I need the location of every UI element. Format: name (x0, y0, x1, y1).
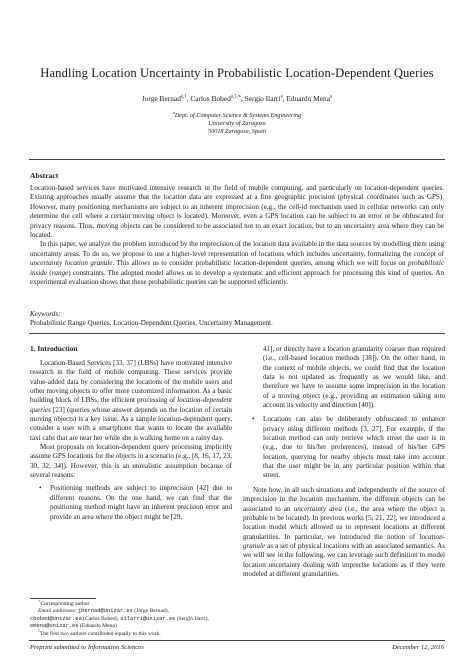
intro-paragraph-3: Note how, in all such situations and independently of the source of imprecision in the location mechanism, the different objects can be associated to an uncertainty area (i.e., the area where the object is probable to be located). In previous works [5, 21, 22], we introduced a location model which allowed us to represent locations at different granularities. In particular, we introduced the notion of location-granule as a set of physical locations with an associated semantics. As we will see in the following, we can leverage such definition to model location uncertainty dealing with imprecise locations as if they were modeled at different granularities. (243, 485, 446, 578)
email-link-bobed[interactable]: cbobed@unizar.es (30, 615, 82, 622)
keywords-heading: Keywords: (30, 310, 61, 318)
footer-date: December 12, 2016 (392, 644, 444, 651)
email-link-ilarri[interactable]: silarri@unizar.es (120, 615, 176, 622)
affiliation: $^a$Dept. of Computer Science & Systems Engineering University of Zaragoza 50018 Zaragoza, Spain (172, 109, 302, 135)
author-first: Jorge Bernad (141, 94, 181, 103)
email-link-bernad[interactable]: jbernad@unizar.es (77, 608, 133, 615)
footnote-equal-contribution: $^1$The first two authors contributed equally to this work. (38, 628, 161, 637)
section-heading-introduction: 1. Introduction (30, 344, 78, 353)
bullet-item-obfuscation: • Locations can also be deliberately obfuscated to enhance privacy using different methods [3, 27]. For example, if the location method can only retrieve which street the user is in (e.g., due to his/her preferences), instead of his/her GPS location, querying for nearby objects must take into account that the user might be in any particular position within that street. (252, 415, 445, 480)
bullet-icon: • (39, 484, 42, 493)
footer-preprint-note: Preprint submitted to Information Sciences (30, 644, 144, 651)
right-column (243, 345, 445, 579)
header-rule (29, 159, 445, 160)
intro-paragraph-2: Most proposals on location-dependent query processing implicitly assume GPS locations for the objects in a scenario (e.g., [8, 16, 17, 23, 30, 32, 34]). However, this is an unrealistic assumption because of several reasons: (30, 443, 232, 480)
abstract-rule (29, 333, 445, 334)
author-sup: a,1 (180, 94, 187, 100)
abstract-paragraph-2: In this paper, we analyze the problem introduced by the imprecision of the location data available in the data sources by modelling them using uncertainty areas. To do so, we propose to use a higher-level representation of locations which includes uncertainty, formalizing the concept of uncertainty location granule. This allows us to consider probabilistic location-dependent queries, among which we will focus on probabilistic inside (range) constraints. The adopted model allows us to develop a systematic and efficient approach for processing this kind of queries. An experimental evaluation shows that these probabilistic queries can be supported efficiently. (30, 240, 445, 287)
author-list: Jorge Bernad$^{a,1}$, Carlos Bobed$^{a,1,∗}$, Sergio Ilarri$^a$, Eduardo Mena$^a$ (141, 94, 333, 103)
bullet-item-imprecision: • Positioning methods are subject to imprecision [42] due to different reasons. On the one hand, we can find that the positioning method might have an inherent precision error and provide an area where the object might be [29, (39, 484, 232, 521)
abstract-heading: Abstract (30, 171, 59, 180)
email-link-mena[interactable]: emena@unizar.es (30, 623, 79, 630)
paper-title: Handling Location Uncertainty in Probabilistic Location-Dependent Queries (40, 66, 434, 80)
left-column (30, 359, 232, 522)
footer-rule (29, 640, 445, 641)
intro-paragraph-1: Location-Based Services [33, 37] (LBSs) have motivated intensive research in the field of mobile computing. These services provide value-added data by considering the locations of the mobile users and other moving objects to offer more customized information. As a basic building block of LBSs, the efficient processing of location-dependent queries [23] (queries whose answer depends on the location of certain moving objects) is a key issue. As a sample location-dependent query, consider a user with a smartphone that wants to locate the available taxi cabs that are near her while she is walking home on a rainy day. (30, 359, 232, 442)
footnote-emails: Email addresses: jbernad@unizar.es (Jorge Bernad), (38, 608, 169, 615)
abstract-paragraph-1: Location-based services have motivated intensive research in the field of mobile computing, and particularly on location-dependent queries. Existing approaches usually assume that the location data are expressed at a fine geographic precision (physical coordinates such as GPS). However, many positioning mechanisms are subject to an inherent imprecision (e.g., the cell-id mechanism used in cellular networks can only determine the cell where a certain moving object is located). Moreover, even a GPS location can be subject to an error or be obfuscated for privacy reasons. Thus, moving objects can be considered to be associated not to an exact location, but to an uncertainty area where they can be located. (30, 184, 444, 240)
abstract-text (30, 184, 444, 287)
bullet-continuation: 41], or directly have a location granularity coarser than required (i.e., cell-based location methods [38]). On the other hand, in the context of mobile objects, we could find that the location data is not updated as frequently as we would like, and therefore we have to assume some imprecision in the location of a moving object (e.g., providing an estimation taking into account its velocity and direction [40]). (263, 345, 445, 410)
footnotes: ∗Corresponding author Email addresses: jbernad@unizar.es (Jorge Bernad), cbobed@unizar.es (Carlos Bobed), silarri@unizar.es (Sergio Ilarri), emena@unizar.es (Eduardo Mena) $^1$The first two authors contributed equally to this work. (30, 601, 240, 638)
footnote-corresponding: ∗Corresponding author (38, 599, 90, 607)
keywords-text: Probabilistic Range Queries, Location-Dependent Queries, Uncertainty Management. (30, 319, 273, 327)
bullet-icon: • (252, 415, 255, 424)
